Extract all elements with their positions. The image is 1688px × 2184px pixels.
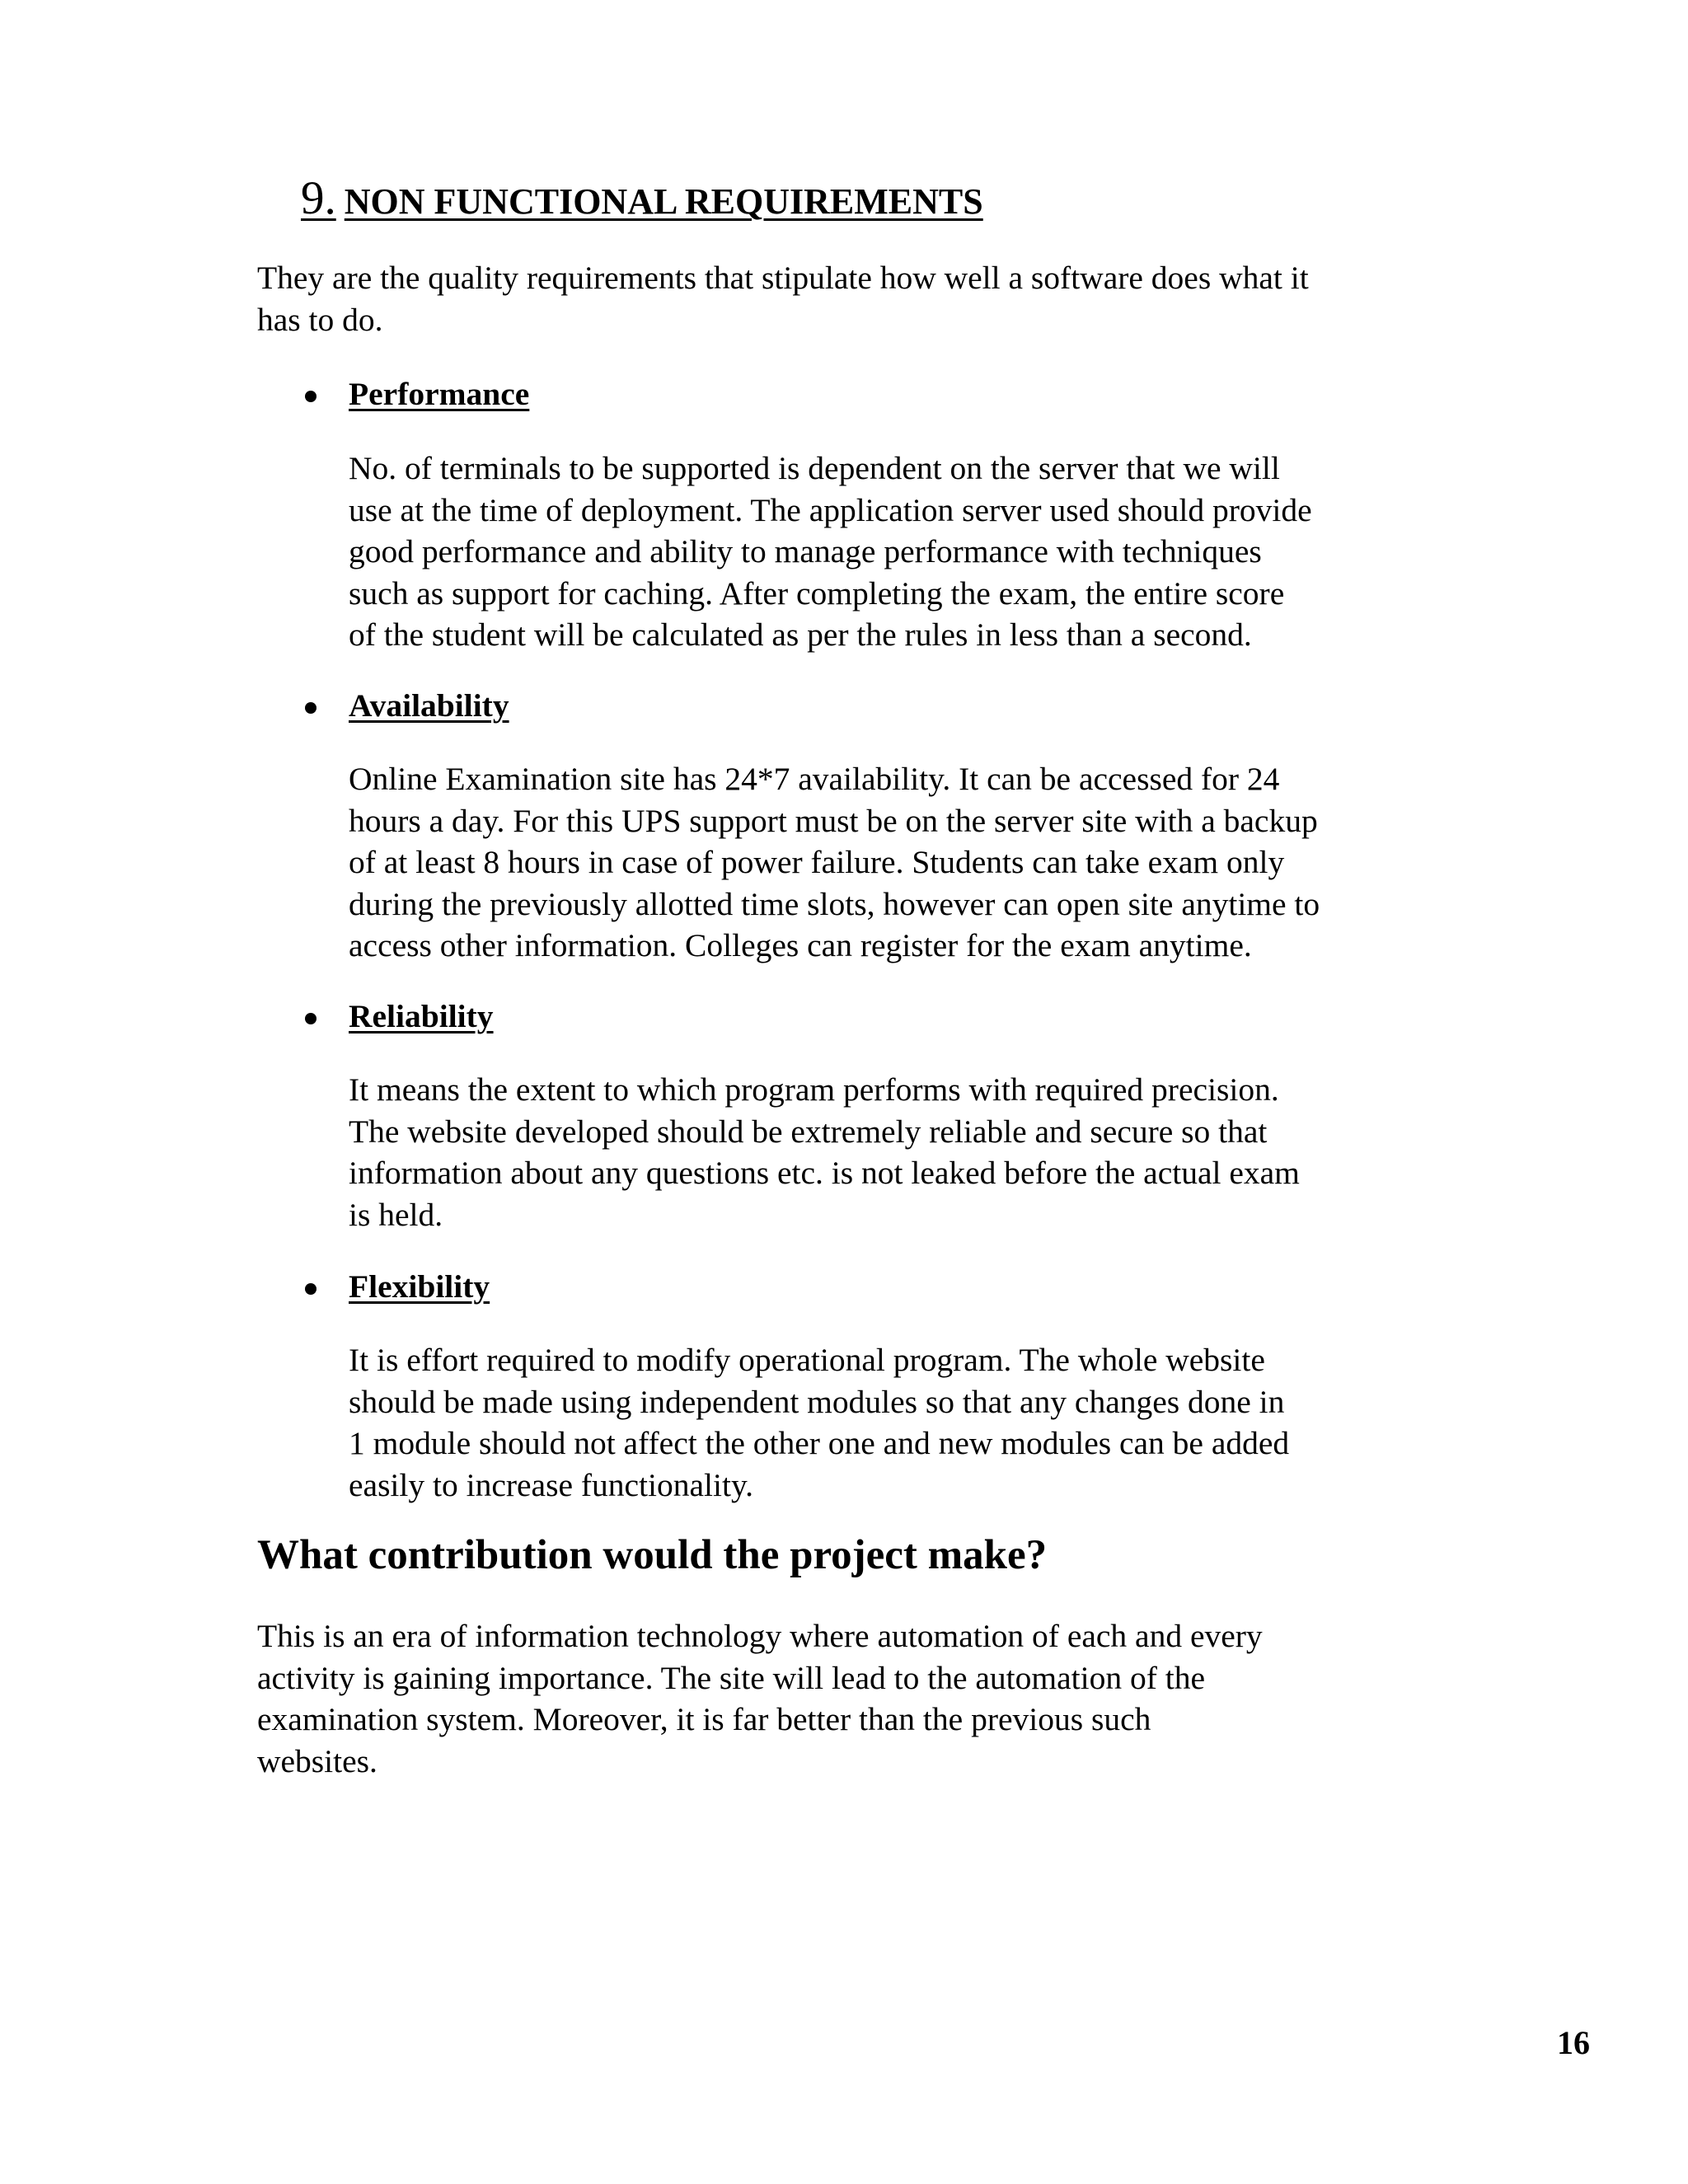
availability-paragraph bbox=[349, 758, 1412, 967]
section-title: NON FUNCTIONAL REQUIREMENTS bbox=[344, 181, 983, 222]
flexibility-line: 1 module should not affect the other one and new modules can be added bbox=[349, 1425, 1290, 1461]
performance-label: Performance bbox=[349, 376, 530, 412]
availability-line: of at least 8 hours in case of power failure. Students can take exam only bbox=[349, 844, 1285, 880]
intro-line: has to do. bbox=[257, 301, 383, 338]
bullet-icon bbox=[305, 1283, 316, 1295]
performance-line: good performance and ability to manage performance with techniques bbox=[349, 533, 1262, 569]
availability-line: during the previously allotted time slots, however can open site anytime to bbox=[349, 885, 1320, 922]
intro-line: They are the quality requirements that stipulate how well a software does what it bbox=[257, 260, 1309, 296]
contribution-line: activity is gaining importance. The site will lead to the automation of the bbox=[257, 1659, 1205, 1696]
bullet-icon bbox=[305, 391, 316, 402]
contribution-paragraph bbox=[257, 1615, 1395, 1782]
reliability-line: is held. bbox=[349, 1196, 443, 1233]
flexibility-line: It is effort required to modify operational program. The whole website bbox=[349, 1342, 1265, 1378]
performance-line: of the student will be calculated as per the rules in less than a second. bbox=[349, 616, 1252, 653]
bullet-icon bbox=[305, 1013, 316, 1024]
availability-line: hours a day. For this UPS support must be on the server site with a backup bbox=[349, 802, 1318, 839]
reliability-label: Reliability bbox=[349, 998, 494, 1034]
performance-line: No. of terminals to be supported is dependent on the server that we will bbox=[349, 450, 1280, 486]
performance-line: such as support for caching. After completing the exam, the entire score bbox=[349, 574, 1285, 612]
section-number: 9. bbox=[301, 172, 336, 224]
availability-line: access other information. Colleges can register for the exam anytime. bbox=[349, 927, 1252, 963]
flexibility-line: easily to increase functionality. bbox=[349, 1466, 754, 1503]
availability-line: Online Examination site has 24*7 availability. It can be accessed for 24 bbox=[349, 761, 1280, 797]
flexibility-line: should be made using independent modules so that any changes done in bbox=[349, 1383, 1285, 1420]
bullet-icon bbox=[305, 702, 316, 714]
performance-line: use at the time of deployment. The application server used should provide bbox=[349, 491, 1312, 528]
intro-paragraph bbox=[257, 257, 1411, 340]
reliability-line: It means the extent to which program performs with required precision. bbox=[349, 1071, 1279, 1108]
contribution-line: This is an era of information technology where automation of each and every bbox=[257, 1618, 1263, 1654]
reliability-paragraph bbox=[349, 1069, 1412, 1235]
section-heading-row bbox=[301, 171, 983, 225]
contribution-heading: What contribution would the project make? bbox=[257, 1532, 1048, 1578]
flexibility-label: Flexibility bbox=[349, 1268, 490, 1305]
performance-paragraph bbox=[349, 448, 1412, 656]
contribution-line: websites. bbox=[257, 1742, 377, 1779]
availability-label: Availability bbox=[349, 687, 509, 724]
reliability-line: information about any questions etc. is not leaked before the actual exam bbox=[349, 1155, 1300, 1191]
flexibility-paragraph bbox=[349, 1339, 1412, 1506]
contribution-line: examination system. Moreover, it is far better than the previous such bbox=[257, 1701, 1151, 1737]
reliability-line: The website developed should be extremely reliable and secure so that bbox=[349, 1113, 1268, 1150]
page-number: 16 bbox=[1557, 2024, 1590, 2061]
